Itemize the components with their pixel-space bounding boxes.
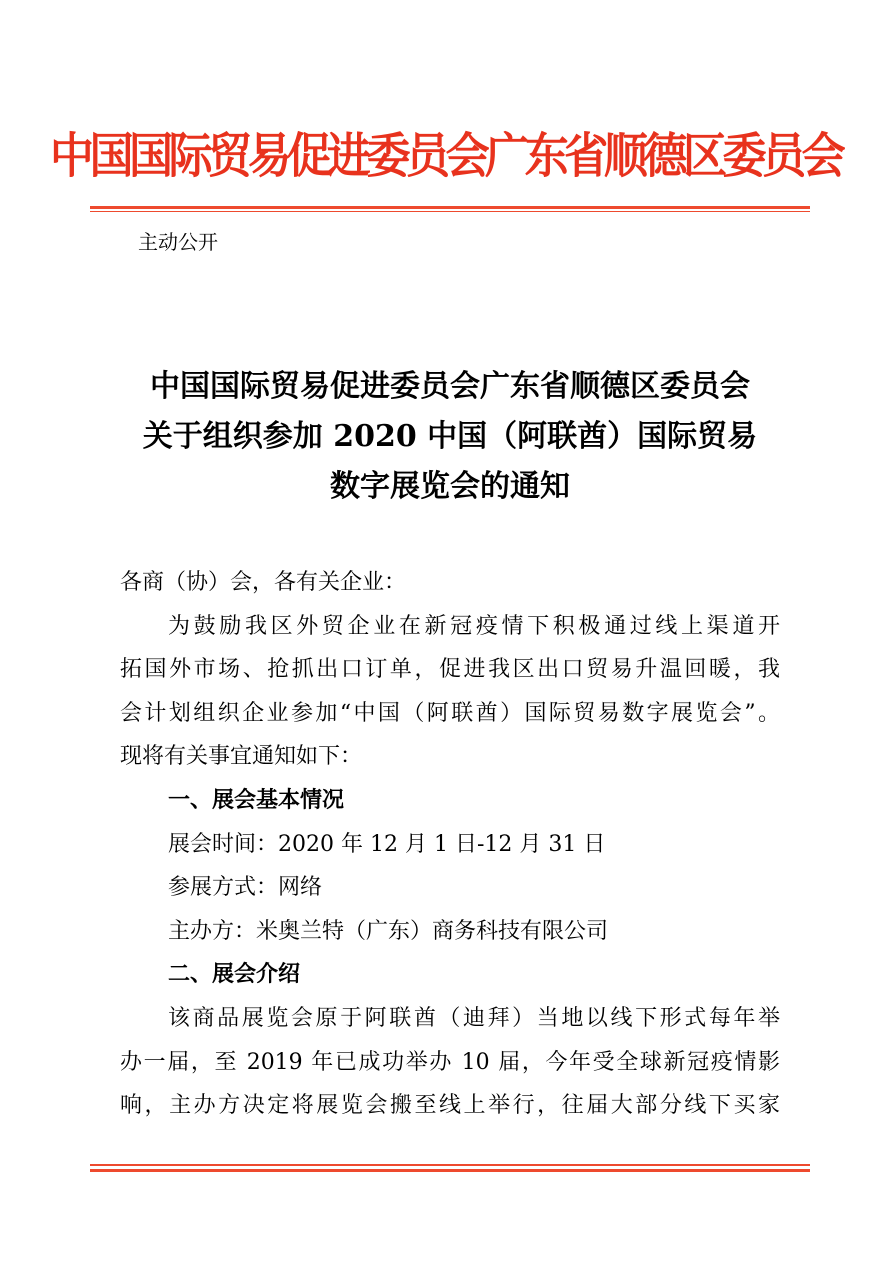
footer-rule-thin bbox=[90, 1164, 810, 1166]
document-title-line-3: 数字展览会的通知 bbox=[330, 469, 570, 504]
letterhead-rule-thin bbox=[90, 211, 810, 212]
salutation: 各商（协）会，各有关企业： bbox=[120, 570, 407, 595]
intro-line-2: 拓国外市场、抢抓出口订单，促进我区出口贸易升温回暖，我 bbox=[120, 657, 780, 683]
section-2-heading: 二、展会介绍 bbox=[168, 962, 301, 988]
exhibition-time: 展会时间：2020 年 12 月 1 日-12 月 31 日 bbox=[168, 831, 606, 857]
document-title-line-1: 中国国际贸易促进委员会广东省顺德区委员会 bbox=[150, 369, 750, 404]
letterhead-rule-thick bbox=[90, 206, 810, 209]
document-body bbox=[120, 561, 780, 1128]
section-2-line-1: 该商品展览会原于阿联酋（迪拜）当地以线下形式每年举 bbox=[168, 1005, 780, 1031]
section-2-line-2: 办一届，至 2019 年已成功举办 10 届，今年受全球新冠疫情影 bbox=[120, 1049, 780, 1075]
disclosure-label: 主动公开 bbox=[138, 230, 218, 254]
letterhead-org-name: 中国国际贸易促进委员会广东省顺德区委员会 bbox=[49, 128, 842, 184]
footer-rule-thick bbox=[90, 1169, 810, 1172]
section-2-line-3: 响，主办方决定将展览会搬至线上举行，往届大部分线下买家 bbox=[120, 1093, 780, 1119]
exhibition-organizer: 主办方：米奥兰特（广东）商务科技有限公司 bbox=[168, 918, 609, 944]
section-1-heading: 一、展会基本情况 bbox=[168, 787, 345, 813]
intro-line-4: 现将有关事宜通知如下： bbox=[120, 744, 363, 770]
intro-line-3: 会计划组织企业参加“中国（阿联酋）国际贸易数字展览会”。 bbox=[120, 700, 780, 726]
exhibition-mode: 参展方式：网络 bbox=[168, 875, 323, 901]
intro-line-1: 为鼓励我区外贸企业在新冠疫情下积极通过线上渠道开 bbox=[168, 613, 780, 639]
document-title-line-2: 关于组织参加 2020 中国（阿联酋）国际贸易 bbox=[142, 419, 758, 454]
document-title bbox=[90, 362, 810, 512]
